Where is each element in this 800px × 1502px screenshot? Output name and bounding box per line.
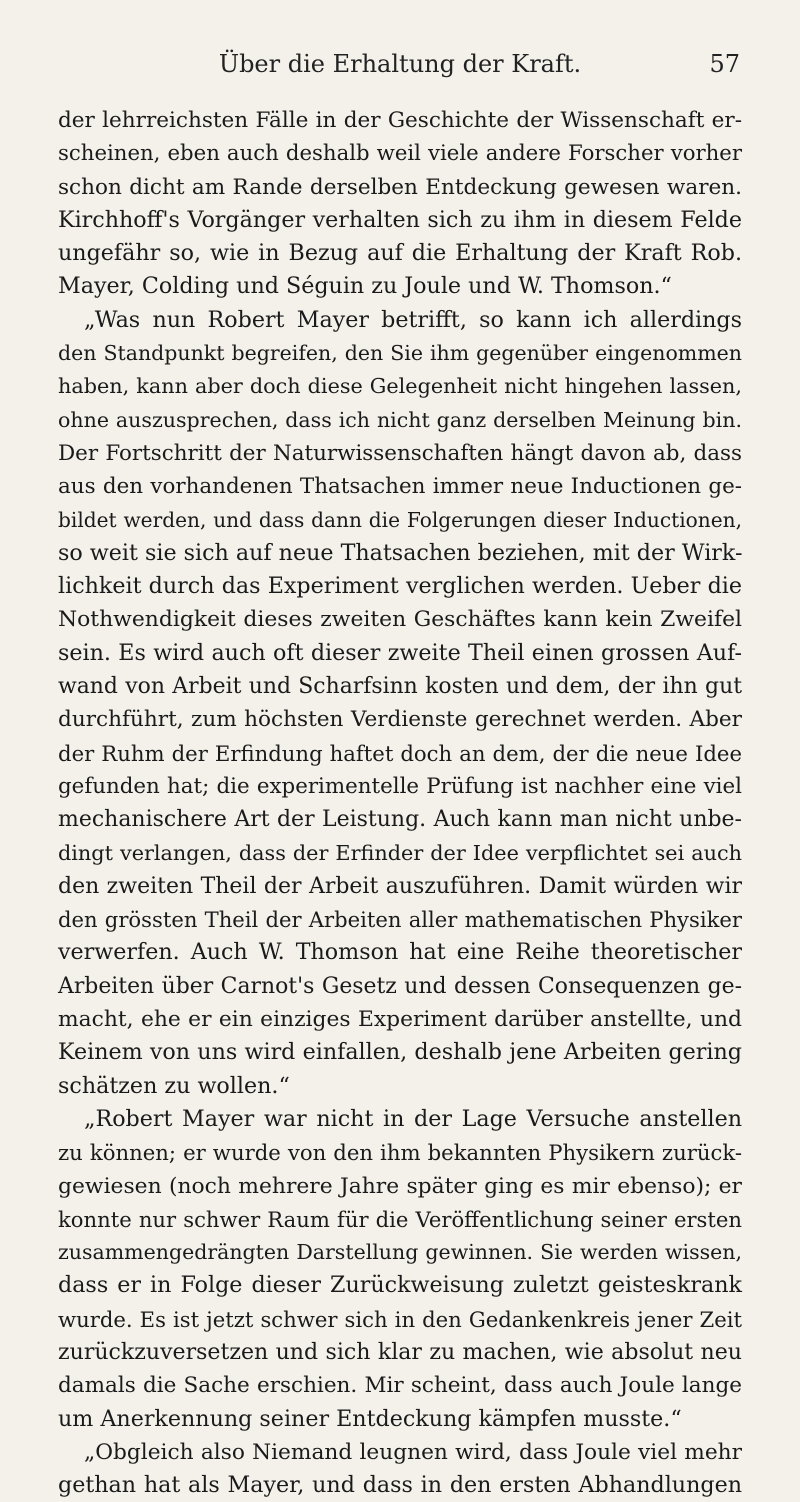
text-line: schätzen zu wollen.“ xyxy=(58,1072,290,1099)
running-title: Über die Erhaltung der Kraft. xyxy=(218,50,582,78)
text-line: dingt verlangen, dass der Erfinder der Idee verpflichtet sei auch xyxy=(58,840,742,865)
text-line: Mayer, Colding und Séguin zu Joule und W. Thomson.“ xyxy=(58,273,672,300)
text-line: damals die Sache erschien. Mir scheint, dass auch Joule lange xyxy=(58,1373,742,1399)
text-line: ohne auszusprechen, dass ich nicht ganz derselben Meinung bin. xyxy=(58,407,742,432)
text-line: „Was nun Robert Mayer betrifft, so kann ich allerdings xyxy=(84,306,742,333)
text-line: um Anerkennung seiner Entdeckung kämpfen musste.“ xyxy=(58,1405,682,1432)
text-line: zurückzuversetzen und sich klar zu machen, wie absolut neu xyxy=(58,1339,742,1365)
text-line: „Robert Mayer war nicht in der Lage Versuche anstellen xyxy=(84,1105,742,1132)
text-line: Nothwendigkeit dieses zweiten Geschäftes kann kein Zweifel xyxy=(58,607,742,633)
text-line: durchführt, zum höchsten Verdienste gerechnet werden. Aber xyxy=(58,707,742,733)
text-line: wand von Arbeit und Scharfsinn kosten und dem, der ihn gut xyxy=(58,674,742,700)
text-line: verwerfen. Auch W. Thomson hat eine Reihe theoretischer xyxy=(58,939,742,966)
text-line: gewiesen (noch mehrere Jahre später ging es mir ebenso); er xyxy=(58,1173,742,1199)
text-line: den zweiten Theil der Arbeit auszuführen. Damit würden wir xyxy=(58,873,742,899)
text-line: der Ruhm der Erfindung haftet doch an dem, der die neue Idee xyxy=(58,740,742,766)
text-line: Der Fortschritt der Naturwissenschaften hängt davon ab, dass xyxy=(58,440,742,466)
page-header xyxy=(60,46,740,86)
text-line: den grössten Theil der Arbeiten aller mathematischen Physiker xyxy=(58,907,742,933)
text-line: mechanischere Art der Leistung. Auch kann man nicht unbe- xyxy=(58,807,742,833)
text-line: sein. Es wird auch oft dieser zweite Theil einen grossen Auf- xyxy=(58,639,742,666)
text-line: Keinem von uns wird einfallen, deshalb jene Arbeiten gering xyxy=(58,1039,742,1066)
text-line: Arbeiten über Carnot's Gesetz und dessen Consequenzen ge- xyxy=(58,973,742,999)
text-line: den Standpunkt begreifen, den Sie ihm gegenüber eingenommen xyxy=(58,341,742,366)
text-line: gethan hat als Mayer, und dass in den ersten Abhandlungen xyxy=(58,1472,742,1499)
text-line: scheinen, eben auch deshalb weil viele andere Forscher vorher xyxy=(58,141,742,167)
text-line: wurde. Es ist jetzt schwer sich in den Gedankenkreis jener Zeit xyxy=(58,1306,742,1332)
text-line: zusammengedrängten Darstellung gewinnen. Sie werden wissen, xyxy=(58,1240,742,1265)
body-text xyxy=(58,104,742,1502)
text-line: gefunden hat; die experimentelle Prüfung ist nachher eine viel xyxy=(58,773,742,799)
text-line: macht, ehe er ein einziges Experiment darüber anstellte, und xyxy=(58,1007,742,1033)
text-line: so weit sie sich auf neue Thatsachen beziehen, mit der Wirk- xyxy=(58,539,743,566)
text-line: ungefähr so, wie in Bezug auf die Erhaltung der Kraft Rob. xyxy=(58,240,742,267)
text-line: dass er in Folge dieser Zurückweisung zuletzt geisteskrank xyxy=(58,1272,742,1299)
text-line: „Obgleich also Niemand leugnen wird, dass Joule viel mehr xyxy=(84,1439,742,1465)
text-line: aus den vorhandenen Thatsachen immer neue Inductionen ge- xyxy=(58,474,742,500)
text-line: bildet werden, und dass dann die Folgerungen dieser Inductionen, xyxy=(58,507,742,532)
page-number: 57 xyxy=(709,50,740,78)
text-line: der lehrreichsten Fälle in der Geschichte der Wissenschaft er- xyxy=(58,108,742,133)
text-line: lichkeit durch das Experiment verglichen werden. Ueber die xyxy=(58,573,742,600)
text-line: zu können; er wurde von den ihm bekannten Physikern zurück- xyxy=(58,1140,742,1166)
text-line: konnte nur schwer Raum für die Veröffentlichung seiner ersten xyxy=(58,1206,742,1232)
text-line: Kirchhoff's Vorgänger verhalten sich zu ihm in diesem Felde xyxy=(58,206,742,233)
text-line: haben, kann aber doch diese Gelegenheit nicht hingehen lassen, xyxy=(58,374,742,399)
text-line: schon dicht am Rande derselben Entdeckung gewesen waren. xyxy=(58,174,742,200)
